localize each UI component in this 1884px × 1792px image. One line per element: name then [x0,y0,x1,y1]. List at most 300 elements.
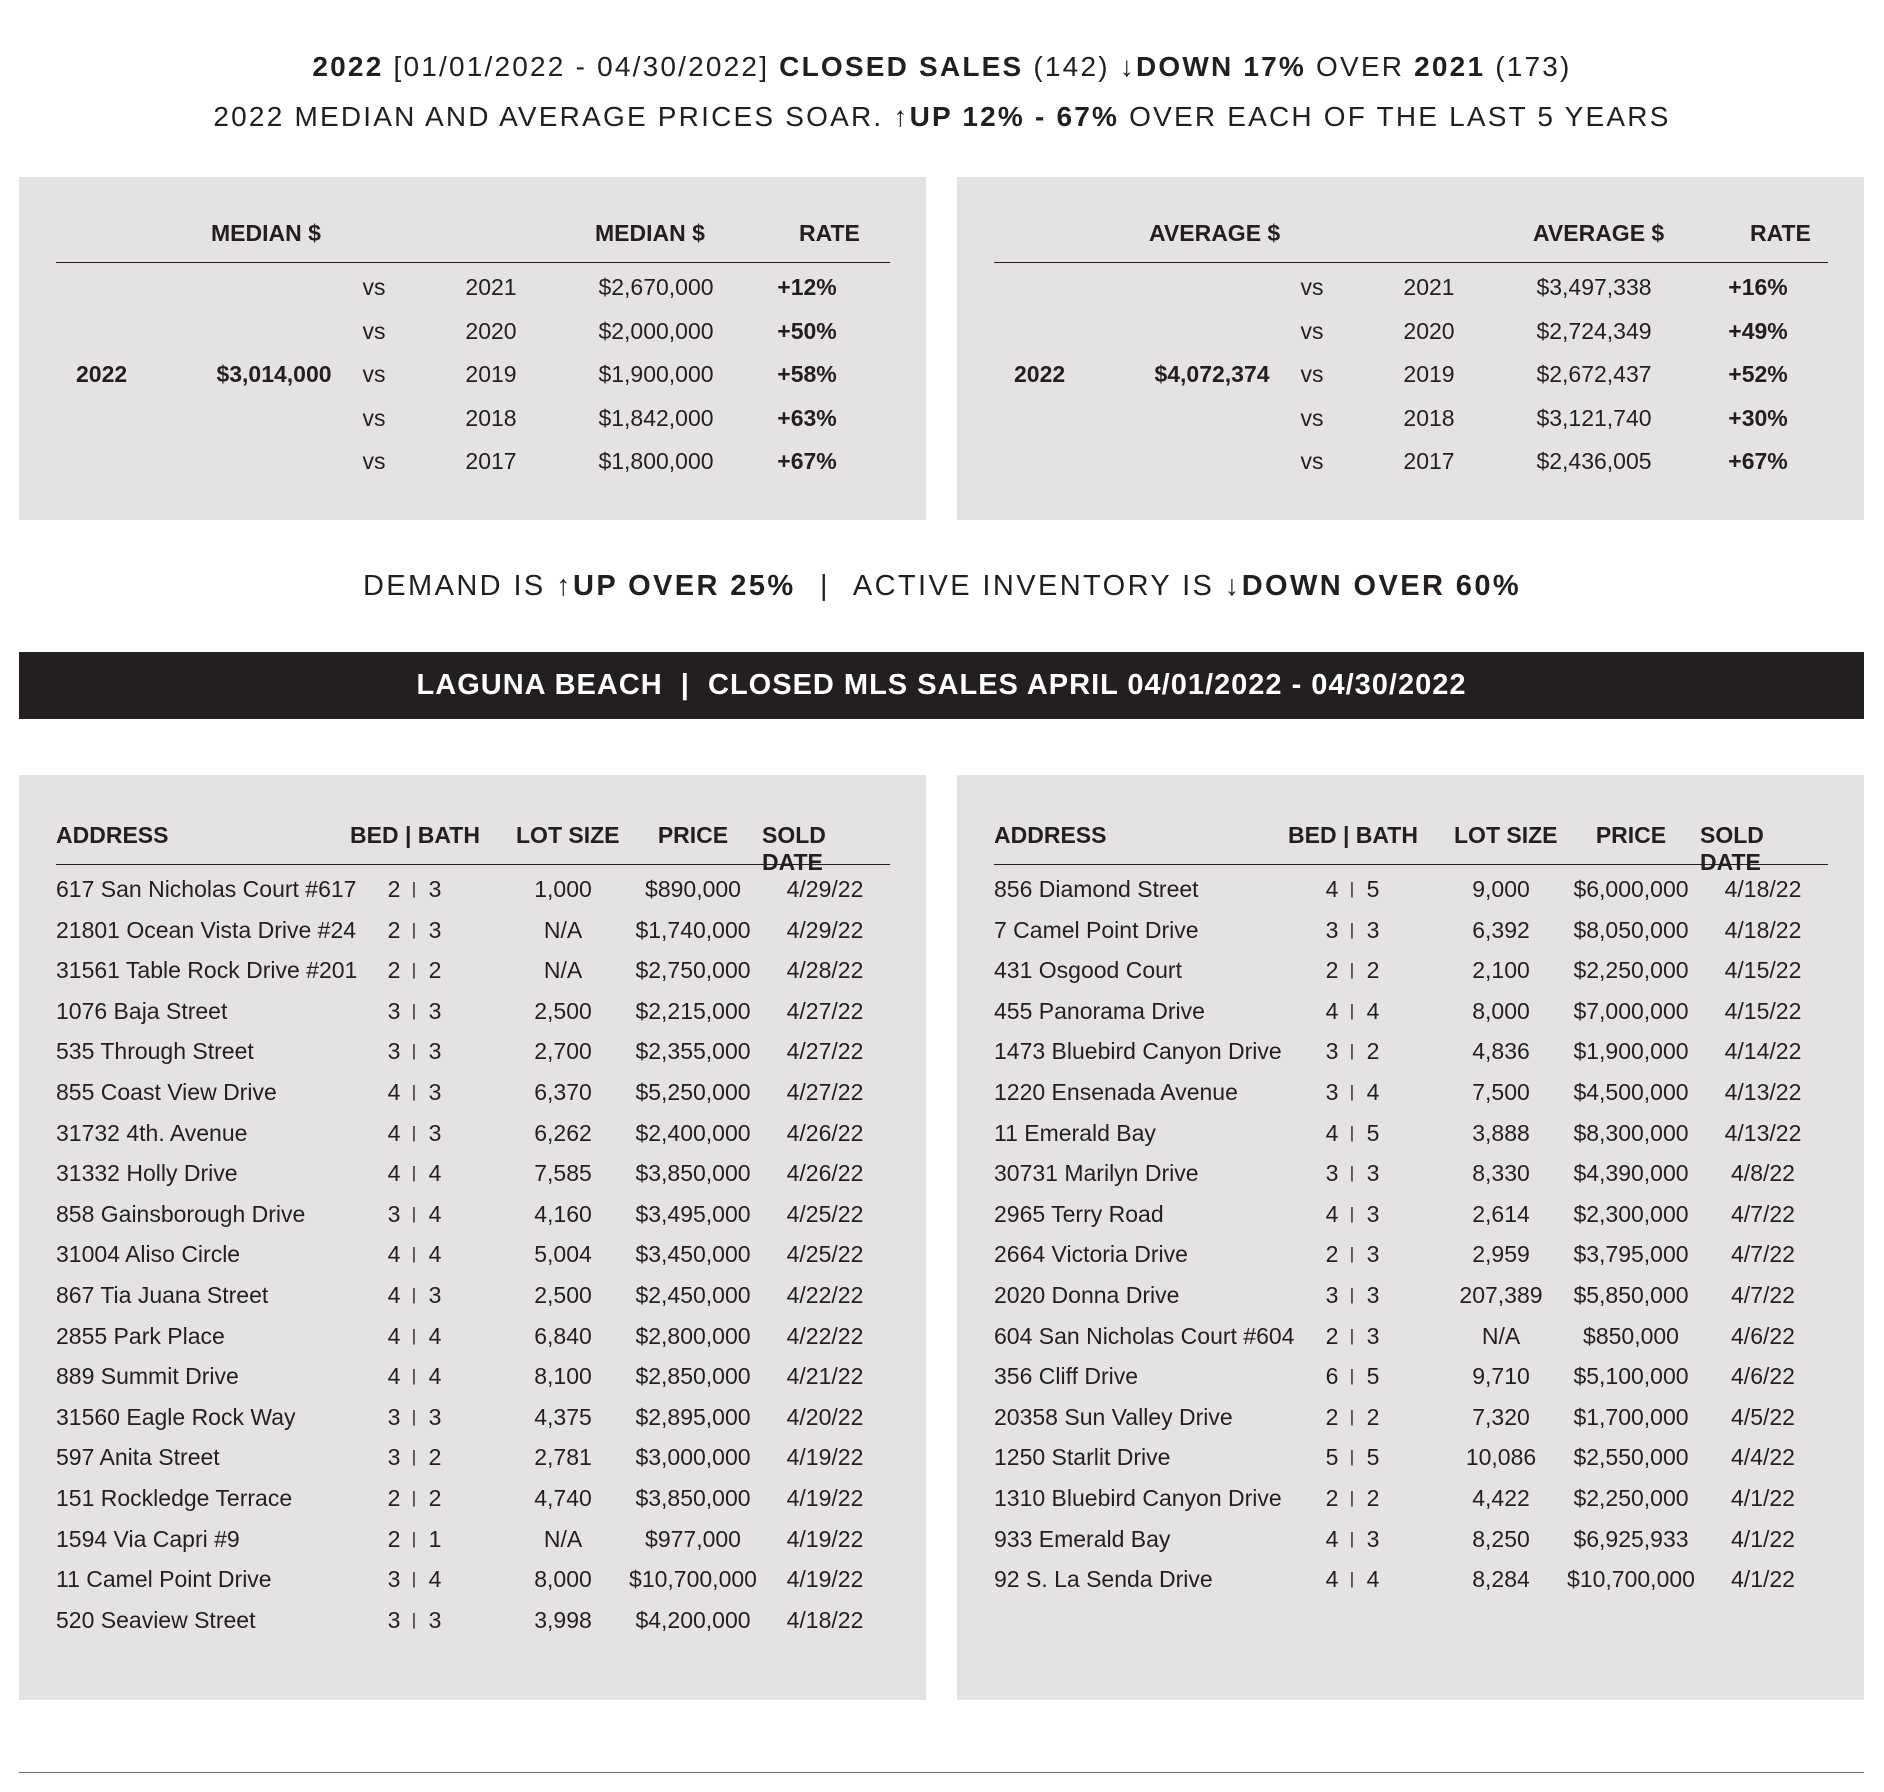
sale-address: 92 S. La Senda Drive [994,1566,1213,1593]
sale-address: 31561 Table Rock Drive #201 [56,957,358,984]
sale-date: 4/27/22 [786,1038,864,1065]
median-current-year: 2022 [76,361,128,387]
sale-lot-size: 3,888 [1472,1119,1530,1146]
headline-prices-text: 2022 MEDIAN AND AVERAGE PRICES SOAR. [213,101,884,132]
average-header-mid: AVERAGE $ [1533,220,1665,246]
demand-separator: | [820,570,830,602]
bed-bath-separator: | [1349,1081,1355,1101]
compare-year: 2018 [1403,405,1455,431]
sale-date: 4/15/22 [1724,957,1802,984]
sale-bed: 4 [1325,1200,1339,1227]
compare-year: 2021 [1403,274,1455,300]
header-bed-bath: BED | BATH [1288,822,1418,848]
sale-address: 597 Anita Street [56,1444,220,1471]
sale-price: $1,700,000 [1573,1403,1689,1430]
sale-row [56,1120,890,1161]
sale-address: 7 Camel Point Drive [994,916,1199,943]
header-sold-date: SOLD DATE [762,822,826,875]
sale-bed: 4 [1325,876,1339,902]
sale-lot-size: 6,370 [534,1078,592,1105]
sale-lot-size: 7,500 [1472,1078,1530,1105]
inventory-label: ACTIVE INVENTORY IS [852,570,1215,602]
sale-bath: 3 [1366,1160,1380,1187]
sale-address: 1310 Bluebird Canyon Drive [994,1484,1282,1511]
sale-bed: 4 [387,1160,401,1187]
vs-label: vs [1300,405,1324,431]
sale-row [994,1485,1828,1526]
sale-price: $3,850,000 [635,1484,751,1511]
sale-lot-size: 4,422 [1472,1484,1530,1511]
sale-address: 520 Seaview Street [56,1606,256,1633]
headline-year: 2022 [312,51,384,82]
bed-bath-separator: | [1349,1284,1355,1304]
sale-row [994,1323,1828,1364]
section-banner: LAGUNA BEACH | CLOSED MLS SALES APRIL 04/01/2022 - 04/30/2022 [19,652,1864,719]
bed-bath-separator: | [411,1325,417,1345]
sale-lot-size: 4,160 [534,1200,592,1227]
bed-bath-separator: | [411,960,417,980]
sale-price: $7,000,000 [1573,997,1689,1024]
sale-lot-size: 8,330 [1472,1160,1530,1187]
sale-lot-size: 2,781 [534,1444,592,1471]
sale-date: 4/29/22 [786,916,864,943]
sale-bath: 3 [428,1078,442,1105]
bed-bath-separator: | [411,1244,417,1264]
sale-date: 4/6/22 [1731,1363,1795,1390]
bed-bath-separator: | [411,1366,417,1386]
sale-bath: 3 [428,876,442,902]
sale-date: 4/19/22 [786,1444,864,1471]
sale-bath: 4 [1366,997,1380,1024]
sale-date: 4/19/22 [786,1566,864,1593]
sale-lot-size: 4,375 [534,1403,592,1430]
sale-bath: 3 [428,916,442,943]
headline-closed-sales-label: CLOSED SALES [779,51,1024,82]
sale-lot-size: 7,320 [1472,1403,1530,1430]
bed-bath-separator: | [1349,1041,1355,1061]
sale-price: $977,000 [645,1525,741,1552]
sale-bath: 4 [428,1566,442,1593]
bed-bath-separator: | [411,1163,417,1183]
sale-bath: 3 [428,1606,442,1633]
bed-bath-separator: | [1349,1487,1355,1507]
sale-date: 4/5/22 [1731,1403,1795,1430]
sale-date: 4/22/22 [786,1322,864,1349]
sale-row [56,1241,890,1282]
sale-date: 4/14/22 [1724,1038,1802,1065]
headline-closed-count: (142) [1033,51,1110,82]
rate-value: +16% [1728,274,1788,300]
sale-date: 4/15/22 [1724,997,1802,1024]
sale-date: 4/26/22 [786,1160,864,1187]
sale-row [56,1607,890,1648]
sale-bath: 1 [428,1525,442,1552]
compare-value: $2,724,349 [1536,318,1652,344]
sale-address: 455 Panorama Drive [994,997,1205,1024]
rate-value: +67% [777,448,837,474]
sale-bath: 5 [1366,1444,1380,1471]
average-row [994,274,1828,310]
sale-date: 4/26/22 [786,1119,864,1146]
sale-lot-size: 2,614 [1472,1200,1530,1227]
sale-bath: 4 [428,1160,442,1187]
sale-bed: 3 [1325,916,1339,943]
sale-price: $5,850,000 [1573,1281,1689,1308]
sale-price: $6,925,933 [1573,1525,1689,1552]
average-current-year: 2022 [1014,361,1066,387]
sale-row [56,1079,890,1120]
sale-lot-size: 207,389 [1459,1281,1543,1308]
sale-price: $3,000,000 [635,1444,751,1471]
headline-prices-change: UP 12% - 67% [909,101,1120,132]
sale-address: 31332 Holly Drive [56,1160,238,1187]
sale-price: $2,750,000 [635,957,751,984]
bed-bath-separator: | [411,1081,417,1101]
vs-label: vs [362,274,386,300]
header-price: PRICE [657,822,729,848]
sales-header-row [56,822,890,875]
sale-bath: 4 [428,1322,442,1349]
sale-price: $3,850,000 [635,1160,751,1187]
sale-lot-size: 7,585 [534,1160,592,1187]
sale-date: 4/28/22 [786,957,864,984]
sale-lot-size: 8,000 [534,1566,592,1593]
compare-value: $3,121,740 [1536,405,1652,431]
sale-address: 1473 Bluebird Canyon Drive [994,1038,1282,1065]
median-row [56,318,890,354]
sale-lot-size: 6,840 [534,1322,592,1349]
rate-value: +50% [777,318,837,344]
sale-row [56,1038,890,1079]
compare-value: $2,436,005 [1536,448,1652,474]
compare-year: 2019 [465,361,517,387]
compare-year: 2017 [1403,448,1455,474]
demand-inventory-line [0,570,1884,603]
bed-bath-separator: | [1349,1000,1355,1020]
sale-price: $6,000,000 [1573,876,1689,902]
compare-year: 2020 [465,318,517,344]
sale-address: 31732 4th. Avenue [56,1119,248,1146]
sale-lot-size: 9,000 [1472,876,1530,902]
sale-date: 4/1/22 [1731,1525,1795,1552]
sale-lot-size: 8,284 [1472,1566,1530,1593]
bed-bath-separator: | [411,1609,417,1629]
sale-bed: 3 [387,1606,401,1633]
sale-price: $2,850,000 [635,1363,751,1390]
sale-bed: 2 [1325,957,1339,984]
sale-bath: 4 [428,1241,442,1268]
sale-bath: 3 [428,1403,442,1430]
sale-bath: 2 [428,1444,442,1471]
sale-date: 4/27/22 [786,1078,864,1105]
sale-bed: 4 [387,1241,401,1268]
sale-price: $10,700,000 [1567,1566,1695,1593]
sale-row [994,1241,1828,1282]
sale-row [56,1444,890,1485]
bed-bath-separator: | [1349,1569,1355,1589]
sale-date: 4/27/22 [786,997,864,1024]
sale-address: 356 Cliff Drive [994,1363,1139,1390]
sale-date: 4/4/22 [1731,1444,1795,1471]
sale-date: 4/7/22 [1731,1281,1795,1308]
sale-row [994,1160,1828,1201]
sale-price: $1,900,000 [1573,1038,1689,1065]
sale-bath: 4 [1366,1566,1380,1593]
sale-lot-size: 3,998 [534,1606,592,1633]
sale-row [994,1404,1828,1445]
sale-address: 2020 Donna Drive [994,1281,1180,1308]
headline-date-range: [01/01/2022 - 04/30/2022] [393,51,770,82]
sale-bath: 3 [428,1281,442,1308]
sale-bed: 4 [387,1322,401,1349]
sale-bath: 3 [428,1038,442,1065]
median-row [56,274,890,310]
sale-price: $2,800,000 [635,1322,751,1349]
bed-bath-separator: | [1349,1447,1355,1467]
sale-lot-size: 10,086 [1465,1444,1537,1471]
sale-price: $2,300,000 [1573,1200,1689,1227]
sale-lot-size: 8,100 [534,1363,592,1390]
sale-bed: 2 [387,1484,401,1511]
bed-bath-separator: | [411,1203,417,1223]
compare-year: 2021 [465,274,517,300]
average-row [994,448,1828,484]
sale-address: 604 San Nicholas Court #604 [994,1322,1295,1349]
sale-price: $2,895,000 [635,1403,751,1430]
bed-bath-separator: | [411,1122,417,1142]
sale-bed: 3 [387,997,401,1024]
sales-rows-right [994,876,1828,1607]
header-lot-size: LOT SIZE [516,822,620,848]
sale-row [994,957,1828,998]
compare-year: 2018 [465,405,517,431]
sale-lot-size: 8,250 [1472,1525,1530,1552]
bed-bath-separator: | [1349,1366,1355,1386]
bottom-divider [19,1772,1864,1773]
headline-prices-tail: OVER EACH OF THE LAST 5 YEARS [1129,101,1671,132]
vs-label: vs [1300,274,1324,300]
sale-lot-size: 6,392 [1472,916,1530,943]
sale-date: 4/8/22 [1731,1160,1795,1187]
sale-address: 31560 Eagle Rock Way [56,1403,296,1430]
sale-bath: 2 [1366,1484,1380,1511]
sale-price: $2,450,000 [635,1281,751,1308]
sale-row [994,1201,1828,1242]
sale-bed: 2 [1325,1322,1339,1349]
sale-price: $2,250,000 [1573,1484,1689,1511]
sale-date: 4/7/22 [1731,1241,1795,1268]
sale-bath: 3 [428,997,442,1024]
sale-date: 4/1/22 [1731,1566,1795,1593]
compare-value: $2,670,000 [598,274,714,300]
vs-label: vs [362,361,386,387]
sale-bath: 4 [428,1200,442,1227]
compare-value: $1,842,000 [598,405,714,431]
sale-address: 2855 Park Place [56,1322,225,1349]
sale-row [994,1566,1828,1607]
sale-date: 4/6/22 [1731,1322,1795,1349]
sale-row [994,876,1828,917]
sale-lot-size: 2,500 [534,997,592,1024]
sale-price: $1,740,000 [635,916,751,943]
sale-row [56,1201,890,1242]
sale-bed: 4 [387,1078,401,1105]
median-row [56,405,890,441]
sale-price: $4,500,000 [1573,1078,1689,1105]
sale-address: 1594 Via Capri #9 [56,1525,240,1552]
headline-closed-sales [0,51,1884,83]
sale-lot-size: 8,000 [1472,997,1530,1024]
sale-address: 151 Rockledge Terrace [56,1484,293,1511]
demand-up-text: UP OVER 25% [573,570,796,602]
sale-price: $3,795,000 [1573,1241,1689,1268]
median-header-rate: RATE [799,220,860,246]
bed-bath-separator: | [1349,1406,1355,1426]
rate-value: +12% [777,274,837,300]
sale-address: 933 Emerald Bay [994,1525,1171,1552]
header-sold-date: SOLD DATE [1700,822,1764,875]
down-arrow-icon: ↓ [1119,51,1136,82]
sale-price: $2,400,000 [635,1119,751,1146]
sale-bed: 3 [387,1444,401,1471]
sale-row [56,1363,890,1404]
sale-bed: 3 [1325,1038,1339,1065]
bed-bath-separator: | [411,1447,417,1467]
headline-over: OVER [1316,51,1405,82]
average-row [994,361,1828,397]
sale-date: 4/25/22 [786,1200,864,1227]
header-address: ADDRESS [994,822,1107,848]
sale-price: $8,300,000 [1573,1119,1689,1146]
sale-address: 617 San Nicholas Court #617 [56,876,357,902]
sale-lot-size: N/A [543,1525,583,1552]
bed-bath-separator: | [411,1406,417,1426]
headline-prev-count: (173) [1495,51,1572,82]
sale-bed: 2 [387,1525,401,1552]
bed-bath-separator: | [1349,1244,1355,1264]
sale-bed: 5 [1325,1444,1339,1471]
rate-value: +67% [1728,448,1788,474]
sale-bed: 4 [1325,1566,1339,1593]
bed-bath-separator: | [411,1284,417,1304]
sale-row [994,1444,1828,1485]
sale-price: $2,250,000 [1573,957,1689,984]
sale-address: 11 Emerald Bay [994,1119,1156,1146]
rate-value: +63% [777,405,837,431]
sale-bath: 4 [428,1363,442,1390]
sale-bath: 2 [428,957,442,984]
header-price: PRICE [1595,822,1667,848]
sale-lot-size: 5,004 [534,1241,592,1268]
average-row [994,318,1828,354]
sale-bath: 2 [428,1484,442,1511]
sale-date: 4/13/22 [1724,1119,1802,1146]
sale-bath: 2 [1366,957,1380,984]
vs-label: vs [362,318,386,344]
sale-price: $4,390,000 [1573,1160,1689,1187]
sale-row [56,917,890,958]
sale-lot-size: 9,710 [1472,1363,1530,1390]
sale-address: 20358 Sun Valley Drive [994,1403,1233,1430]
sale-bath: 3 [1366,1200,1380,1227]
average-current-value: $4,072,374 [1154,361,1270,387]
sale-address: 31004 Aliso Circle [56,1241,241,1268]
header-address: ADDRESS [56,822,169,848]
sale-lot-size: N/A [543,957,583,984]
sale-bed: 4 [1325,997,1339,1024]
sale-date: 4/25/22 [786,1241,864,1268]
compare-value: $2,672,437 [1536,361,1652,387]
sale-address: 2965 Terry Road [994,1200,1164,1227]
sale-date: 4/7/22 [1731,1200,1795,1227]
sale-row [56,1526,890,1567]
sale-bed: 4 [1325,1119,1339,1146]
sale-address: 535 Through Street [56,1038,254,1065]
sale-bed: 4 [387,1119,401,1146]
sale-date: 4/21/22 [786,1363,864,1390]
sales-rows-left [56,876,890,1647]
vs-label: vs [362,448,386,474]
sale-date: 4/20/22 [786,1403,864,1430]
sale-lot-size: 1,000 [534,876,592,902]
compare-value: $1,800,000 [598,448,714,474]
average-header-left: AVERAGE $ [1149,220,1281,246]
sale-row [56,1323,890,1364]
vs-label: vs [362,405,386,431]
compare-value: $2,000,000 [598,318,714,344]
compare-year: 2019 [1403,361,1455,387]
bed-bath-separator: | [411,1487,417,1507]
average-header-row [994,220,1828,263]
sale-address: 1250 Starlit Drive [994,1444,1171,1471]
sale-date: 4/19/22 [786,1525,864,1552]
sale-bath: 2 [1366,1403,1380,1430]
bed-bath-separator: | [1349,1528,1355,1548]
bed-bath-separator: | [1349,919,1355,939]
rate-value: +49% [1728,318,1788,344]
sale-bed: 3 [387,1200,401,1227]
sale-bed: 2 [387,916,401,943]
sale-bath: 3 [1366,1322,1380,1349]
median-row [56,448,890,484]
sale-bed: 3 [387,1566,401,1593]
sale-bed: 3 [387,1038,401,1065]
vs-label: vs [1300,318,1324,344]
sale-lot-size: 2,500 [534,1281,592,1308]
sale-lot-size: N/A [543,916,583,943]
median-header-mid: MEDIAN $ [595,220,705,246]
sale-bed: 2 [387,876,401,902]
sale-address: 30731 Marilyn Drive [994,1160,1199,1187]
sale-bath: 3 [428,1119,442,1146]
headline-prices [0,101,1884,133]
sale-date: 4/22/22 [786,1281,864,1308]
sale-row [56,1160,890,1201]
bed-bath-separator: | [1349,1325,1355,1345]
down-arrow-icon: ↓ [1224,570,1242,602]
sale-price: $8,050,000 [1573,916,1689,943]
sale-row [56,1485,890,1526]
sale-price: $4,200,000 [635,1606,751,1633]
sale-bath: 5 [1366,1119,1380,1146]
sale-price: $3,450,000 [635,1241,751,1268]
sale-row [56,1404,890,1445]
median-row [56,361,890,397]
sale-bed: 3 [1325,1078,1339,1105]
sale-row [56,1566,890,1607]
sale-row [56,876,890,917]
median-summary-panel [19,177,926,520]
